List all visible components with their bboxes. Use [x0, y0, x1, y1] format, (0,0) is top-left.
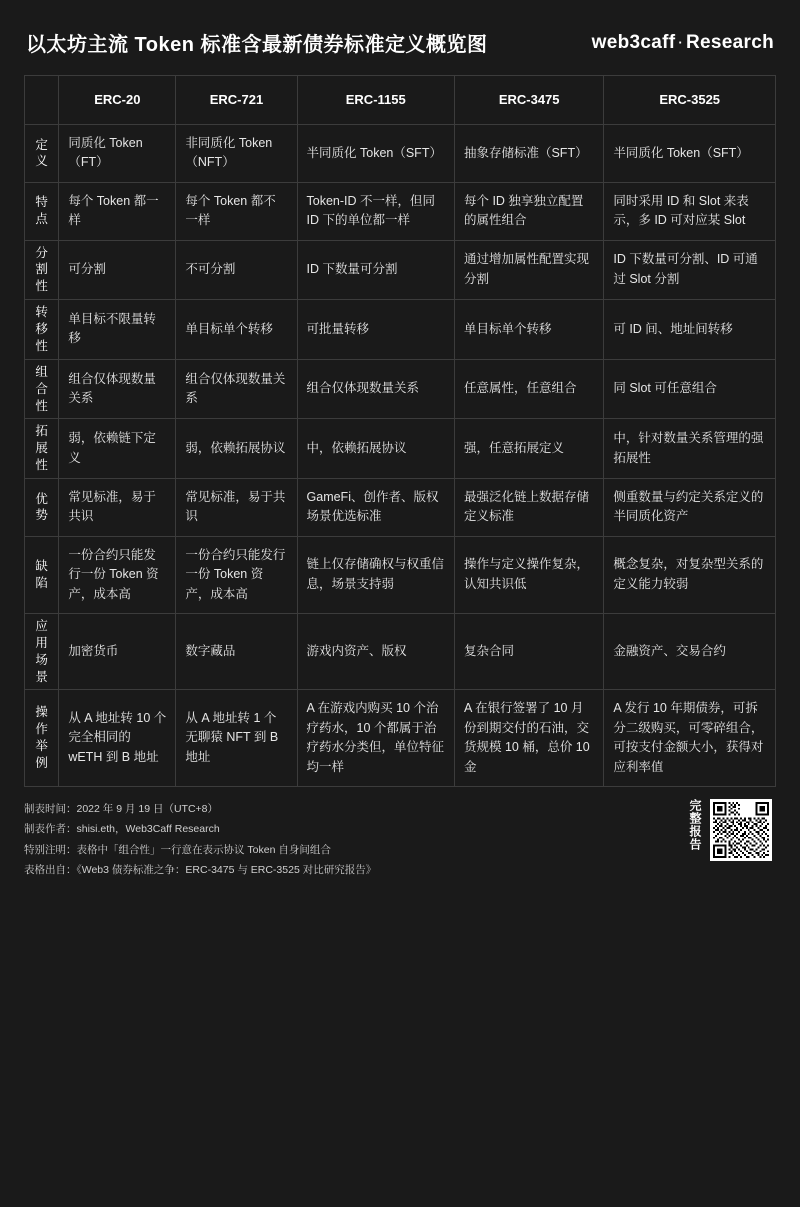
table-cell: 组合仅体现数量关系	[59, 359, 176, 419]
table-row	[25, 240, 776, 300]
row-header: 特 点	[25, 182, 59, 240]
table-header-row	[25, 76, 776, 125]
table-cell: 常见标准，易于共识	[59, 479, 176, 537]
table-cell: 一份合约只能发行一份 Token 资产，成本高	[59, 536, 176, 613]
table-body	[25, 125, 776, 787]
table-cell: 游戏内资产、版权	[297, 613, 454, 690]
table-cell: GameFi、创作者、版权场景优选标准	[297, 479, 454, 537]
table-cell: 每个 ID 独享独立配置的属性组合	[454, 182, 603, 240]
table-cell: 弱，依赖拓展协议	[176, 419, 297, 479]
table-cell: 侧重数量与约定关系定义的半同质化资产	[604, 479, 776, 537]
table-cell: 复杂合同	[454, 613, 603, 690]
row-header: 优 势	[25, 479, 59, 537]
table-cell: 组合仅体现数量关系	[297, 359, 454, 419]
table-cell: 最强泛化链上数据存储定义标准	[454, 479, 603, 537]
table-row	[25, 300, 776, 360]
table-cell: A 在银行签署了 10 月份到期交付的石油，交货规模 10 桶，总价 10 金	[454, 690, 603, 787]
table-cell: 单目标单个转移	[176, 300, 297, 360]
table-cell: 链上仅存储确权与权重信息，场景支持弱	[297, 536, 454, 613]
column-header-erc3525: ERC-3525	[604, 76, 776, 125]
table-cell: 单目标不限量转移	[59, 300, 176, 360]
column-header-erc721: ERC-721	[176, 76, 297, 125]
table-cell: 数字藏品	[176, 613, 297, 690]
table-cell: 中，针对数量关系管理的强拓展性	[604, 419, 776, 479]
row-header: 拓 展 性	[25, 419, 59, 479]
table-cell: 任意属性，任意组合	[454, 359, 603, 419]
row-header: 缺 陷	[25, 536, 59, 613]
row-header: 分 割 性	[25, 240, 59, 300]
table-row	[25, 419, 776, 479]
table-cell: 通过增加属性配置实现分割	[454, 240, 603, 300]
table-cell: 从 A 地址转 1 个无聊猿 NFT 到 B 地址	[176, 690, 297, 787]
table-row	[25, 690, 776, 787]
footer-line-source: 表格出自：《Web3 债券标准之争：ERC-3475 与 ERC-3525 对比研究报告》	[24, 864, 377, 877]
qr-code-icon[interactable]	[710, 799, 772, 861]
standards-comparison-table	[24, 75, 776, 787]
table-cell: 半同质化 Token（SFT）	[604, 125, 776, 183]
column-header-erc1155: ERC-1155	[297, 76, 454, 125]
column-header-erc20: ERC-20	[59, 76, 176, 125]
brand-logo	[592, 32, 774, 54]
table-cell: 操作与定义操作复杂，认知共识低	[454, 536, 603, 613]
row-header: 应 用 场 景	[25, 613, 59, 690]
table-cell: 每个 Token 都一样	[59, 182, 176, 240]
brand-separator: ·	[678, 34, 684, 50]
table-cell: 可批量转移	[297, 300, 454, 360]
table-cell: 非同质化 Token（NFT）	[176, 125, 297, 183]
table-cell: Token-ID 不一样，但同 ID 下的单位都一样	[297, 182, 454, 240]
table-row	[25, 613, 776, 690]
row-header: 组 合 性	[25, 359, 59, 419]
table-cell: 一份合约只能发行一份 Token 资产，成本高	[176, 536, 297, 613]
table-row	[25, 359, 776, 419]
table-cell: 同时采用 ID 和 Slot 来表示，多 ID 可对应某 Slot	[604, 182, 776, 240]
header	[24, 22, 776, 75]
table-row	[25, 479, 776, 537]
brand-subtitle: Research	[686, 31, 774, 53]
table-cell: ID 下数量可分割、ID 可通过 Slot 分割	[604, 240, 776, 300]
row-header: 定 义	[25, 125, 59, 183]
table-corner-cell	[25, 76, 59, 125]
footer-line-author: 制表作者：shisi.eth，Web3Caff Research	[24, 823, 220, 836]
table-cell: 可 ID 间、地址间转移	[604, 300, 776, 360]
footer	[24, 799, 776, 881]
table-cell: 组合仅体现数量关系	[176, 359, 297, 419]
table-cell: 每个 Token 都不一样	[176, 182, 297, 240]
table-cell: 概念复杂，对复杂型关系的定义能力较弱	[604, 536, 776, 613]
table-cell: 加密货币	[59, 613, 176, 690]
row-header: 操 作 举 例	[25, 690, 59, 787]
row-header: 转 移 性	[25, 300, 59, 360]
qr-block[interactable]	[687, 799, 776, 861]
table-cell: A 在游戏内购买 10 个治疗药水，10 个都属于治疗药水分类但，单位特征均一样	[297, 690, 454, 787]
table-cell: 不可分割	[176, 240, 297, 300]
table-cell: 半同质化 Token（SFT）	[297, 125, 454, 183]
table-cell: 从 A 地址转 10 个完全相同的 wETH 到 B 地址	[59, 690, 176, 787]
table-cell: 中，依赖拓展协议	[297, 419, 454, 479]
table-cell: 同 Slot 可任意组合	[604, 359, 776, 419]
brand-name: web3caff	[591, 31, 676, 53]
table-cell: ID 下数量可分割	[297, 240, 454, 300]
table-cell: 同质化 Token（FT）	[59, 125, 176, 183]
table-cell: 弱，依赖链下定义	[59, 419, 176, 479]
table-cell: 单目标单个转移	[454, 300, 603, 360]
page-title: 以太坊主流 Token 标准含最新债券标准定义概览图	[26, 34, 488, 56]
table-row	[25, 182, 776, 240]
footer-meta	[24, 799, 376, 881]
footer-line-date: 制表时间：2022 年 9 月 19 日（UTC+8）	[24, 802, 219, 815]
table-cell: 抽象存储标准（SFT）	[454, 125, 603, 183]
table-row	[25, 125, 776, 183]
table-cell: A 发行 10 年期债券，可拆分二级购买，可零碎组合，可按支付金额大小，获得对应利率值	[604, 690, 776, 787]
table-row	[25, 536, 776, 613]
table-cell: 金融资产、交易合约	[604, 613, 776, 690]
qr-label: 完整报告	[688, 798, 702, 851]
table-cell: 可分割	[59, 240, 176, 300]
table-cell: 强，任意拓展定义	[454, 419, 603, 479]
column-header-erc3475: ERC-3475	[454, 76, 603, 125]
table-cell: 常见标准，易于共识	[176, 479, 297, 537]
footer-line-note: 特别注明：表格中「组合性」一行意在表示协议 Token 自身间组合	[24, 843, 331, 856]
